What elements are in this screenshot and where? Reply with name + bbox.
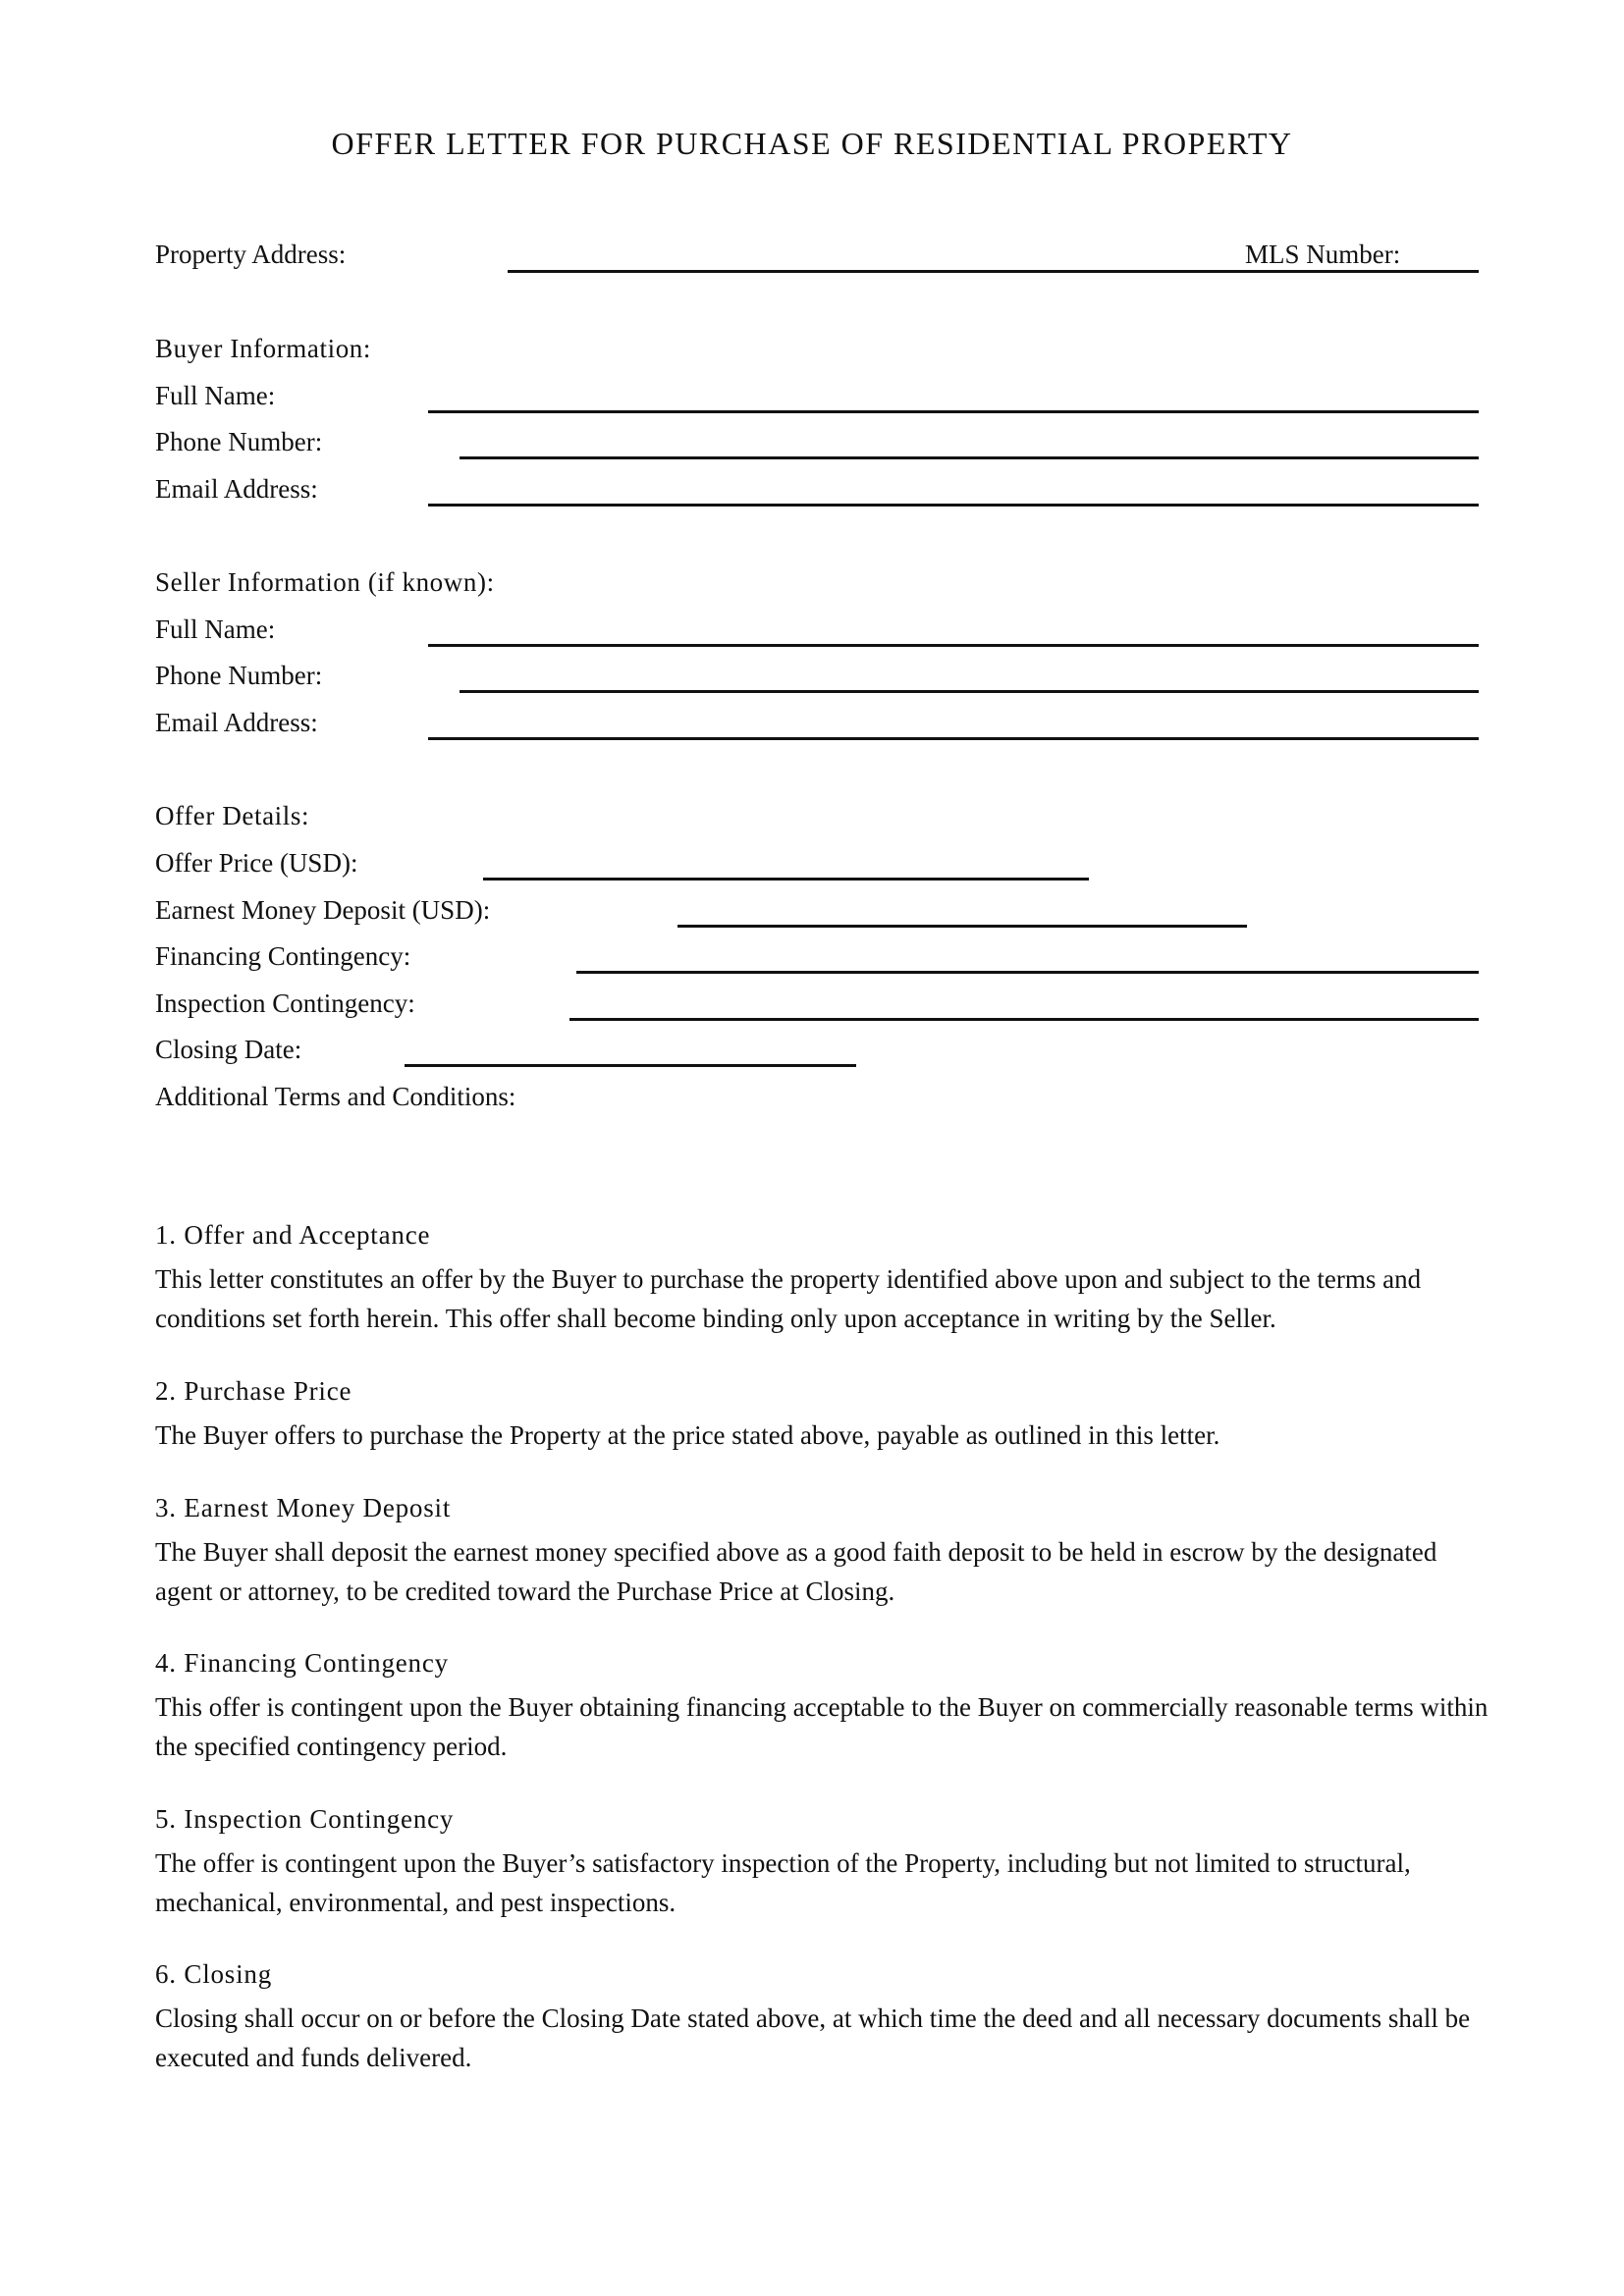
clause-inspection-contingency: [155, 1802, 1490, 1922]
clause-heading: 3. Earnest Money Deposit: [155, 1493, 452, 1522]
additional-terms-label: Additional Terms and Conditions:: [155, 1082, 516, 1111]
seller-email-label: Email Address:: [155, 708, 318, 737]
clause-heading: 5. Inspection Contingency: [155, 1804, 455, 1834]
financing-contingency-field[interactable]: [576, 971, 1479, 974]
buyer-email-field[interactable]: [428, 504, 1479, 507]
closing-date-field[interactable]: [405, 1064, 856, 1067]
clause-heading: 1. Offer and Acceptance: [155, 1220, 431, 1250]
clause-closing: [155, 1957, 1490, 2077]
seller-phone-label: Phone Number:: [155, 661, 323, 690]
clause-body: Closing shall occur on or before the Closing Date stated above, at which time the deed and all necessary documents shall be executed and funds delivered.: [155, 2003, 1471, 2072]
buyer-phone-field[interactable]: [460, 456, 1479, 459]
buyer-full-name-label: Full Name:: [155, 381, 276, 410]
clause-body: The Buyer offers to purchase the Property at the price stated above, payable as outlined in this letter.: [155, 1420, 1220, 1450]
clause-heading: 4. Financing Contingency: [155, 1648, 449, 1678]
buyer-email-label: Email Address:: [155, 474, 318, 504]
earnest-deposit-field[interactable]: [677, 925, 1247, 928]
clause-body: The Buyer shall deposit the earnest money specified above as a good faith deposit to be held in escrow by the designated agent or attorney, to be credited toward the Purchase Price at Closing.: [155, 1537, 1437, 1606]
offer-price-label: Offer Price (USD):: [155, 848, 358, 878]
clause-earnest-money: [155, 1491, 1490, 1611]
clause-body: This letter constitutes an offer by the Buyer to purchase the property identified above upon and subject to the terms and conditions set forth herein. This offer shall become binding only upon acceptance in writing by the Seller.: [155, 1264, 1422, 1333]
seller-full-name-field[interactable]: [428, 644, 1479, 647]
buyer-phone-label: Phone Number:: [155, 427, 323, 456]
clause-heading: 6. Closing: [155, 1959, 273, 1989]
offer-details-heading: Offer Details:: [155, 801, 310, 830]
inspection-contingency-field[interactable]: [569, 1018, 1479, 1021]
clause-purchase-price: [155, 1374, 1490, 1455]
buyer-info-heading: Buyer Information:: [155, 334, 371, 363]
inspection-contingency-label: Inspection Contingency:: [155, 988, 415, 1018]
seller-info-heading: Seller Information (if known):: [155, 567, 495, 597]
clause-offer-acceptance: [155, 1218, 1490, 1338]
clause-body: The offer is contingent upon the Buyer’s satisfactory inspection of the Property, including but not limited to structural, mechanical, environmental, and pest inspections.: [155, 1848, 1411, 1917]
clause-heading: 2. Purchase Price: [155, 1376, 352, 1406]
seller-phone-field[interactable]: [460, 690, 1479, 693]
seller-email-field[interactable]: [428, 737, 1479, 740]
clause-body: This offer is contingent upon the Buyer obtaining financing acceptable to the Buyer on commercially reasonable terms within the specified contingency period.: [155, 1692, 1489, 1761]
seller-full-name-label: Full Name:: [155, 614, 276, 644]
offer-price-field[interactable]: [483, 878, 1089, 881]
property-address-label: Property Address:: [155, 240, 347, 269]
closing-date-label: Closing Date:: [155, 1035, 302, 1064]
financing-contingency-label: Financing Contingency:: [155, 941, 411, 971]
buyer-full-name-field[interactable]: [428, 410, 1479, 413]
mls-number-label: MLS Number:: [1245, 240, 1401, 269]
document-title: OFFER LETTER FOR PURCHASE OF RESIDENTIAL PROPERTY: [331, 126, 1293, 161]
earnest-deposit-label: Earnest Money Deposit (USD):: [155, 895, 491, 925]
clause-financing-contingency: [155, 1646, 1490, 1766]
